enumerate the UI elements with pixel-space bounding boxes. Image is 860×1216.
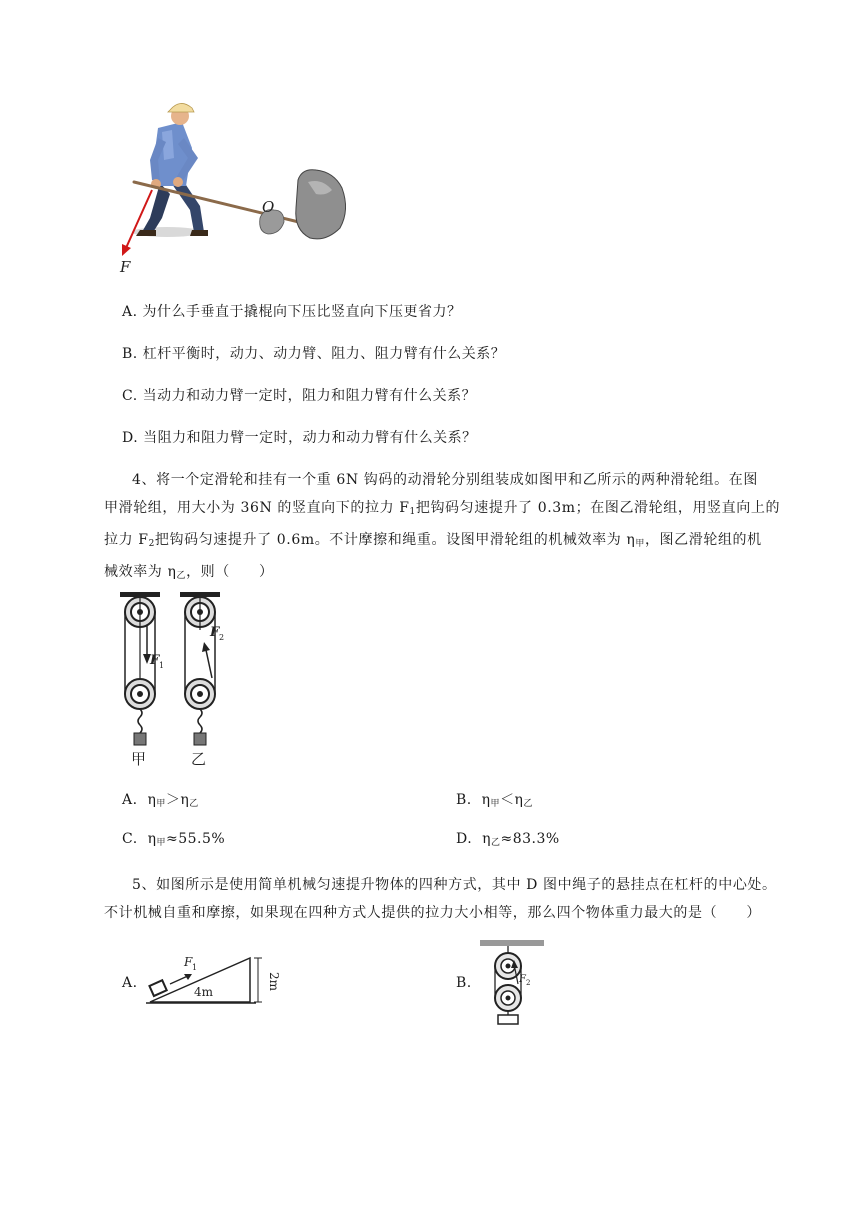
- q4-line-4: 械效率为 $\eta_乙$，则（ ）: [104, 564, 274, 581]
- pulley-illustration: [114, 590, 232, 770]
- f2-label: F: [210, 625, 220, 640]
- option-text: 杠杆平衡时，动力、动力臂、阻力、阻力臂有什么关系？: [142, 346, 506, 362]
- q5-stem: [104, 871, 804, 927]
- q4-option-a: A. $\eta_甲>\eta_乙$: [122, 792, 199, 809]
- pulley-figure: [114, 590, 232, 770]
- pivot-label: O: [262, 198, 275, 216]
- q5-option-b-letter: B.: [456, 975, 472, 991]
- q4-line-3: 拉力 $F_2$把钩码匀速提升了 0.6m。不计摩擦和绳重。设图甲滑轮组的机械效率为 $\eta_甲$，图乙滑轮组的机: [104, 532, 762, 549]
- option-text: 为什么手垂直于撬棍向下压比竖直向下压更省力？: [142, 304, 462, 320]
- option-letter: B.: [122, 346, 138, 362]
- length-label: 4m: [194, 985, 214, 999]
- label-jia: 甲: [131, 750, 147, 768]
- q5-line-1: 5、如图所示是使用简单机械匀速提升物体的四种方式，其中 D 图中绳子的悬挂点在杠杆的中心处。: [132, 877, 777, 893]
- lever-illustration: [112, 98, 362, 278]
- option-letter: D.: [122, 430, 139, 446]
- height-label: 2m: [267, 972, 281, 992]
- incline-figure: [146, 946, 286, 1008]
- f2-sub: 2: [219, 633, 225, 642]
- option-text: 当动力和动力臂一定时，阻力和阻力臂有什么关系？: [142, 388, 477, 404]
- q3-option-d: [122, 427, 477, 447]
- pulley-b-illustration: [478, 938, 548, 1026]
- q5-line-2: 不计机械自重和摩擦，如果现在四种方式人提供的拉力大小相等，那么四个物体重力最大的是（ ）: [104, 905, 761, 921]
- label-yi: 乙: [191, 750, 207, 768]
- f2-sub: 2: [526, 979, 531, 987]
- q4-option-d: D. $\eta_乙\approx 83.3\%$: [456, 831, 560, 848]
- q4-option-b: B. $\eta_甲<\eta_乙$: [456, 792, 533, 809]
- force-label: F: [120, 258, 131, 276]
- q4-line-2: 甲滑轮组，用大小为 36N 的竖直向下的拉力 $F_1$把钩码匀速提升了 0.3m；在图乙滑轮组，用竖直向上的: [104, 500, 781, 517]
- f1-label: F: [184, 955, 193, 969]
- f1-sub: 1: [159, 661, 165, 670]
- f2-label: F: [519, 974, 526, 985]
- q5-option-a-letter: A.: [122, 975, 138, 991]
- f1-label: F: [150, 653, 160, 668]
- q3-option-c: [122, 385, 476, 405]
- pulley-b-figure: [478, 938, 548, 1026]
- q3-option-a: [122, 301, 462, 321]
- q3-option-b: [122, 343, 505, 363]
- option-text: 当阻力和阻力臂一定时，动力和动力臂有什么关系？: [143, 430, 477, 446]
- f1-sub: 1: [192, 963, 198, 972]
- option-letter: A.: [122, 304, 138, 320]
- incline-illustration: [146, 946, 286, 1008]
- lever-figure: [112, 98, 362, 278]
- q4-stem: [104, 466, 804, 590]
- option-letter: C.: [122, 388, 138, 404]
- q4-line-1: 4、将一个定滑轮和挂有一个重 6N 钩码的动滑轮分别组装成如图甲和乙所示的两种滑轮组。在图: [132, 472, 758, 488]
- q4-option-c: C. $\eta_甲\approx 55.5\%$: [122, 831, 226, 848]
